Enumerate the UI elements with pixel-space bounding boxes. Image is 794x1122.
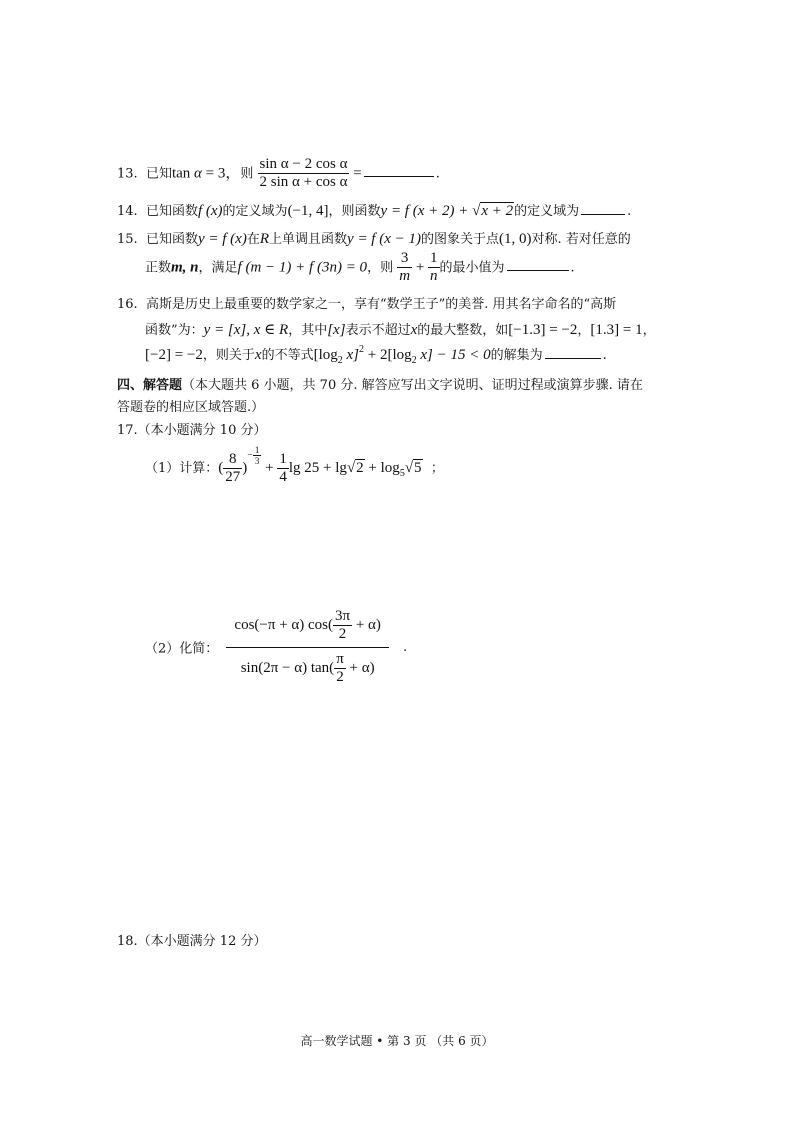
sqrt: √x + 2: [472, 203, 514, 219]
fraction: $\frac{3}{m}$: [399, 250, 411, 285]
question-15-line1: 15. 已知函数y = f (x)在R上单调且函数y = f (x − 1)的图象关于点(1, 0)对称. 若对任意的: [117, 231, 631, 247]
question-15-line2: 正数m, n，满足f (m − 1) + f (3n) = 0，则 $\frac{3}{m}$ + $\frac{1}{n}$ 的最小值为 .: [145, 250, 575, 285]
question-16-line3: [−2] = −2，则关于x的不等式[$\log_2$ $x]^2 + 2[\log_2$ x] − 15 < 0的解集为 .: [145, 344, 607, 366]
inequality: [$\log_2$ $x]^2 + 2[\log_2$ x] − 15 < 0: [313, 344, 491, 366]
question-13: 13. 已知tan α = 3，则 $\frac{\text{sin α − 2 cos α}}{\text{2 sin α + cos α}}$ = .: [117, 156, 440, 191]
question-14: 14. 已知函数f (x)的定义域为(−1, 4]，则函数y = f (x + 2) + √x + 2的定义域为 .: [117, 203, 632, 219]
question-16-line2: 函数”为：y = [x], x ∈ R，其中[x]表示不超过x的最大整数，如[−1.3] = −2，[1.3] = 1，: [145, 322, 656, 338]
page-footer: 高一数学试题 • 第 3 页 （共 6 页）: [300, 1034, 494, 1048]
question-16-line1: 16. 高斯是历史上最重要的数学家之一，享有“数学王子”的美誉. 用其名字命名的“高斯: [117, 297, 617, 312]
answer-blank: [364, 176, 434, 177]
answer-blank: [581, 214, 625, 215]
question-number: 14.: [117, 204, 138, 219]
simplify-fraction: cos(−π + α) cos( $\frac{3\pi}{2}$ + α) sin(2π − α) tan( $\frac{\pi}{2}$ + α): [226, 608, 388, 686]
question-number: 16.: [117, 297, 138, 312]
question-18-head: 18.（本小题满分 12 分）: [117, 934, 267, 949]
fraction: $\frac{\text{sin α − 2 cos α}}{\text{2 sin α + cos α}}$: [259, 156, 348, 191]
section-4-desc: 答题卷的相应区域答题.）: [117, 400, 265, 415]
section-title: 四、解答题: [117, 378, 183, 393]
section-4-header: 四、解答题（本大题共 6 小题，共 70 分. 解答应写出文字说明、证明过程或演算步骤. 请在: [117, 378, 643, 393]
question-17-part1: （1）计算：( $\frac{8}{27}$ )$^{- \frac{1}{3}}$ + $\frac{1}{4}$ $\lg 25 + \lg√2 + \log_5√5$ ；: [145, 445, 444, 486]
answer-blank: [545, 358, 601, 359]
question-17-head: 17.（本小题满分 10 分）: [117, 423, 267, 438]
question-number: 13.: [117, 166, 138, 182]
question-17-part2: （2）化简： cos(−π + α) cos( $\frac{3\pi}{2}$ + α) sin(2π − α) tan( $\frac{\pi}{2}$ + α) .: [145, 608, 408, 685]
answer-blank: [507, 270, 569, 271]
fraction: $\frac{1}{n}$: [430, 250, 438, 285]
question-number: 15.: [117, 232, 138, 247]
